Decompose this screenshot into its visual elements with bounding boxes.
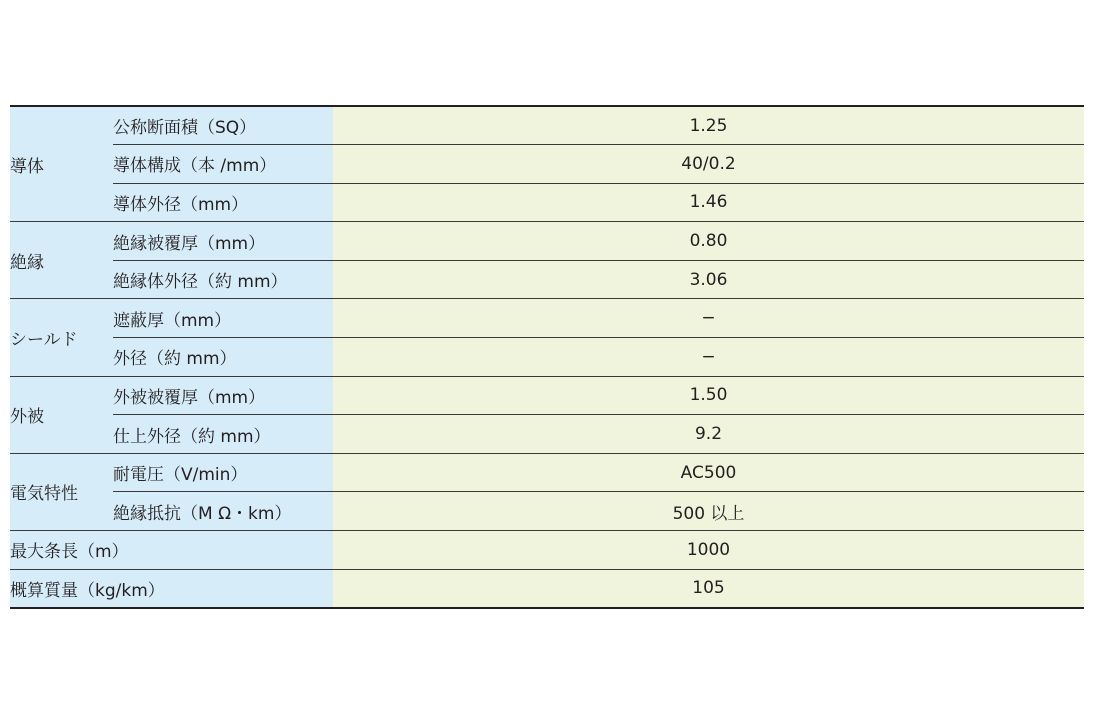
table-row (10, 106, 1084, 145)
item-cell: 概算質量（kg/km） (10, 569, 333, 608)
value-cell: 1.25 (333, 106, 1084, 145)
category-cell: 電気特性 (10, 453, 113, 530)
value-cell: 1.46 (333, 183, 1084, 222)
value-cell: 3.06 (333, 260, 1084, 299)
table-row (10, 299, 1084, 338)
cable-spec-table (10, 105, 1084, 609)
item-cell: 外径（約 mm） (113, 338, 333, 377)
item-cell: 最大条長（m） (10, 531, 333, 570)
value-cell: AC500 (333, 453, 1084, 492)
table-row (10, 222, 1084, 261)
item-cell: 絶縁体外径（約 mm） (113, 260, 333, 299)
table-row (10, 376, 1084, 415)
table-row (10, 260, 1084, 299)
value-cell: 0.80 (333, 222, 1084, 261)
spec-table-body (10, 106, 1084, 608)
table-row (10, 183, 1084, 222)
item-cell: 絶縁被覆厚（mm） (113, 222, 333, 261)
item-cell: 導体構成（本 /mm） (113, 145, 333, 184)
value-cell: − (333, 338, 1084, 377)
item-cell: 絶縁抵抗（M Ω・km） (113, 492, 333, 531)
category-cell: シールド (10, 299, 113, 376)
table-row (10, 492, 1084, 531)
category-cell: 外被 (10, 376, 113, 453)
value-cell: − (333, 299, 1084, 338)
table-row (10, 569, 1084, 608)
table-row (10, 338, 1084, 377)
item-cell: 仕上外径（約 mm） (113, 415, 333, 454)
item-cell: 外被被覆厚（mm） (113, 376, 333, 415)
category-cell: 絶縁 (10, 222, 113, 299)
table-row (10, 145, 1084, 184)
item-cell: 導体外径（mm） (113, 183, 333, 222)
value-cell: 105 (333, 569, 1084, 608)
item-cell: 公称断面積（SQ） (113, 106, 333, 145)
table-row (10, 415, 1084, 454)
value-cell: 1.50 (333, 376, 1084, 415)
category-cell: 導体 (10, 106, 113, 222)
table-row (10, 531, 1084, 570)
table-row (10, 453, 1084, 492)
item-cell: 遮蔽厚（mm） (113, 299, 333, 338)
value-cell: 500 以上 (333, 492, 1084, 531)
value-cell: 9.2 (333, 415, 1084, 454)
value-cell: 1000 (333, 531, 1084, 570)
item-cell: 耐電圧（V/min） (113, 453, 333, 492)
value-cell: 40/0.2 (333, 145, 1084, 184)
